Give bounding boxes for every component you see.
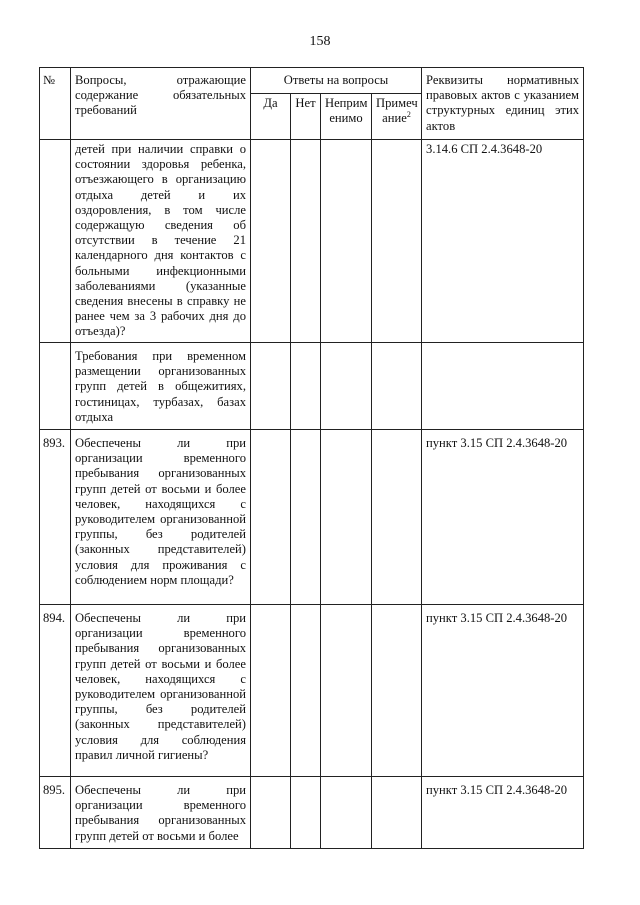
- answer-note-cell[interactable]: [372, 343, 422, 430]
- answer-no-cell[interactable]: [291, 430, 321, 605]
- row-requisites: пункт 3.15 СП 2.4.3648-20: [422, 777, 584, 849]
- answer-yes-cell[interactable]: [251, 343, 291, 430]
- header-not-applicable: [321, 94, 372, 140]
- row-question: Обеспечены ли при организации временного пребывания организованных групп детей от восьми и более человек, находящихся с руководителем организованной группы, без родителей (законных представителей) условия для соблюдения правил личной гигиены?: [71, 605, 251, 777]
- table-row: [40, 343, 584, 430]
- answer-na-cell[interactable]: [321, 430, 372, 605]
- table-row: [40, 605, 584, 777]
- answer-no-cell[interactable]: [291, 343, 321, 430]
- header-note: [372, 94, 422, 140]
- answer-yes-cell[interactable]: [251, 430, 291, 605]
- row-question: детей при наличии справки о состоянии здоровья ребенка, отъезжающего в организацию отдыха детей и их оздоровления, в том числе содержащую сведения об отсутствии в течение 21 календарного дня контактов с больными инфекционными заболеваниями (указанные сведения внесены в справку не ранее чем за 3 рабочих дня до отъезда)?: [71, 140, 251, 343]
- header-na-line-2: енимо: [329, 111, 363, 126]
- header-answers: Ответы на вопросы: [251, 68, 422, 94]
- row-num: 895.: [40, 777, 71, 849]
- answer-yes-cell[interactable]: [251, 777, 291, 849]
- answer-na-cell[interactable]: [321, 605, 372, 777]
- answer-no-cell[interactable]: [291, 140, 321, 343]
- row-question: Обеспечены ли при организации временного пребывания организованных групп детей от восьми и более: [71, 777, 251, 849]
- table-row: [40, 430, 584, 605]
- answer-note-cell[interactable]: [372, 777, 422, 849]
- answer-na-cell[interactable]: [321, 343, 372, 430]
- row-section-heading: Требования при временном размещении организованных групп детей в общежитиях, гостиницах, турбазах, базах отдыха: [71, 343, 251, 430]
- header-note-line-2: [376, 111, 417, 126]
- header-note-sup: 2: [406, 110, 411, 120]
- header-no: Нет: [291, 94, 321, 140]
- row-question: Обеспечены ли при организации временного пребывания организованных групп детей от восьми и более человек, находящихся с руководителем организованной группы, без родителей (законных представителей) условия для проживания с соблюдением норм площади?: [71, 430, 251, 605]
- row-num: [40, 343, 71, 430]
- header-yes: Да: [251, 94, 291, 140]
- row-num: [40, 140, 71, 343]
- requirements-table: [39, 67, 584, 849]
- row-requisites: пункт 3.15 СП 2.4.3648-20: [422, 605, 584, 777]
- row-requisites: пункт 3.15 СП 2.4.3648-20: [422, 430, 584, 605]
- table-row: [40, 140, 584, 343]
- header-num: №: [40, 68, 71, 140]
- row-requisites: [422, 343, 584, 430]
- header-requisites: Реквизиты нормативных правовых актов с указанием структурных единиц этих актов: [422, 68, 584, 140]
- header-na-line-1: Неприм: [325, 96, 368, 110]
- row-num: 894.: [40, 605, 71, 777]
- answer-note-cell[interactable]: [372, 430, 422, 605]
- header-questions: Вопросы, отражающие содержание обязательных требований: [71, 68, 251, 140]
- answer-na-cell[interactable]: [321, 777, 372, 849]
- answer-no-cell[interactable]: [291, 777, 321, 849]
- header-note-text: ание: [382, 111, 407, 126]
- answer-note-cell[interactable]: [372, 140, 422, 343]
- answer-yes-cell[interactable]: [251, 140, 291, 343]
- row-num: 893.: [40, 430, 71, 605]
- page-number: 158: [309, 34, 331, 49]
- table-header-row-1: [40, 68, 584, 94]
- answer-na-cell[interactable]: [321, 140, 372, 343]
- answer-no-cell[interactable]: [291, 605, 321, 777]
- table-row: [40, 777, 584, 849]
- answer-yes-cell[interactable]: [251, 605, 291, 777]
- answer-note-cell[interactable]: [372, 605, 422, 777]
- row-requisites: 3.14.6 СП 2.4.3648-20: [422, 140, 584, 343]
- header-note-line-1: Примеч: [376, 96, 418, 110]
